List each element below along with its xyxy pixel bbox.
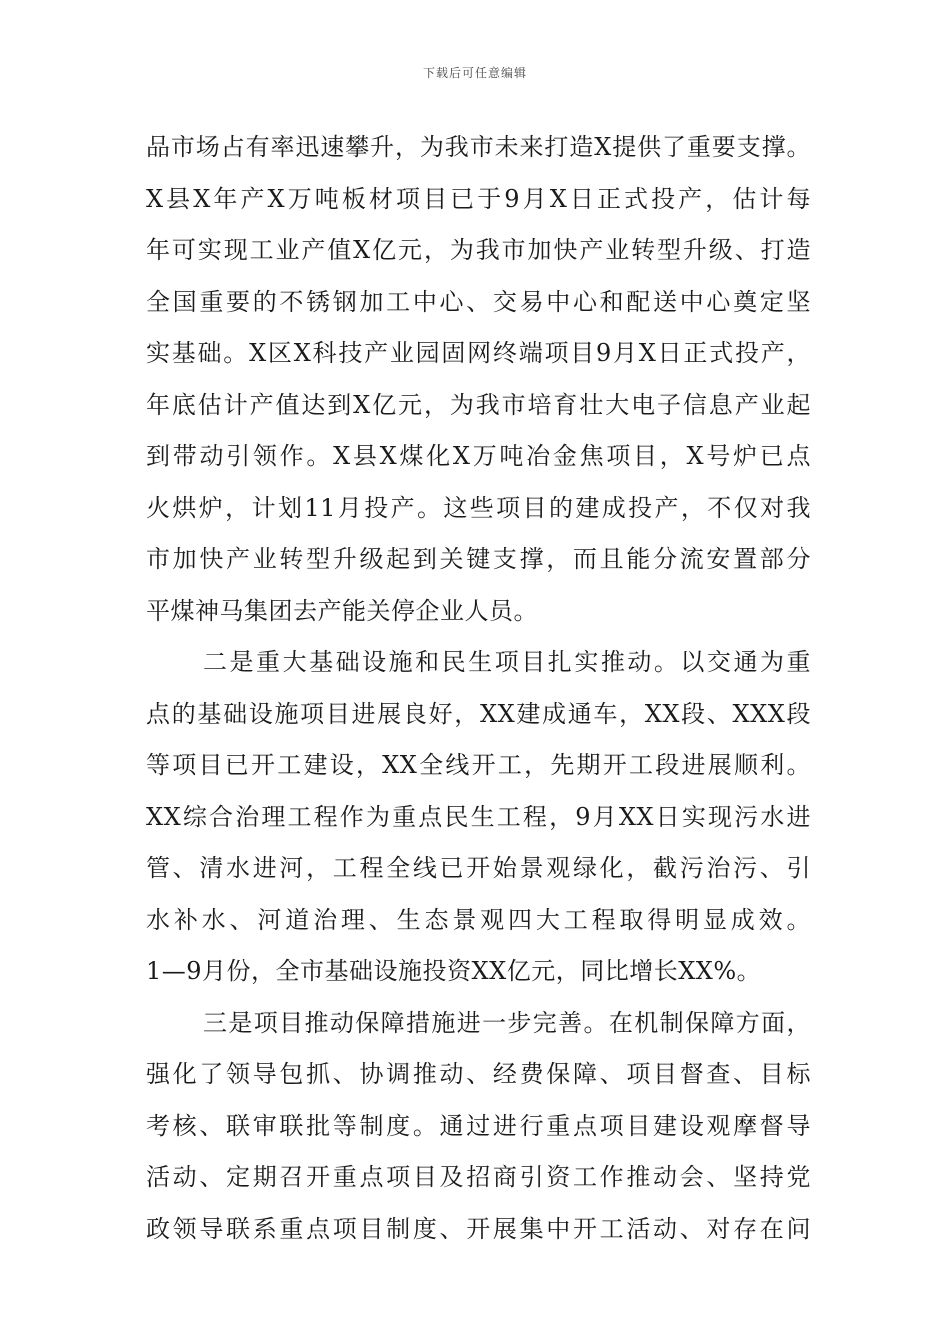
text-line: 1—9月份，全市基础设施投资XX亿元，同比增长XX%。 <box>146 957 762 985</box>
document-body <box>146 122 811 1255</box>
text-line: 政领导联系重点项目制度、开展集中开工活动、对存在问 <box>146 1214 811 1243</box>
text-line: XX综合治理工程作为重点民生工程，9月XX日实现污水进 <box>146 802 811 831</box>
text-line: 平煤神马集团去产能关停企业人员。 <box>146 596 538 625</box>
paragraph-3 <box>146 998 811 1256</box>
page-header: 下载后可任意编辑 <box>422 66 527 80</box>
paragraph-1 <box>146 122 811 637</box>
text-line: 水补水、河道治理、生态景观四大工程取得明显成效。 <box>146 905 811 934</box>
text-line: 年可实现工业产值X亿元，为我市加快产业转型升级、打造 <box>146 236 811 264</box>
paragraph-2 <box>146 637 811 998</box>
text-line: 品市场占有率迅速攀升，为我市未来打造X提供了重要支撑。 <box>146 133 811 161</box>
text-line: 等项目已开工建设，XX全线开工，先期开工段进展顺利。 <box>146 751 811 779</box>
text-line: 年底估计产值达到X亿元，为我市培育壮大电子信息产业起 <box>146 390 811 419</box>
text-line: 实基础。X区X科技产业园固网终端项目9月X日正式投产， <box>146 339 811 367</box>
text-line: 强化了领导包抓、协调推动、经费保障、项目督查、目标 <box>146 1060 811 1088</box>
text-line: X县X年产X万吨板材项目已于9月X日正式投产，估计每 <box>146 184 811 213</box>
text-line: 二是重大基础设施和民生项目扎实推动。以交通为重 <box>203 648 811 676</box>
text-line: 火烘炉，计划11月投产。这些项目的建成投产，不仅对我 <box>146 493 811 522</box>
text-line: 管、清水进河，工程全线已开始景观绿化，截污治污、引 <box>146 854 811 882</box>
text-line: 到带动引领作。X县X煤化X万吨冶金焦项目，X号炉已点 <box>146 442 811 470</box>
text-line: 考核、联审联批等制度。通过进行重点项目建设观摩督导 <box>146 1111 811 1140</box>
text-line: 活动、定期召开重点项目及招商引资工作推动会、坚持党 <box>146 1163 811 1191</box>
text-line: 全国重要的不锈钢加工中心、交易中心和配送中心奠定坚 <box>146 287 811 316</box>
text-line: 市加快产业转型升级起到关键支撑，而且能分流安置部分 <box>146 545 811 573</box>
text-line: 点的基础设施项目进展良好，XX建成通车，XX段、XXX段 <box>146 699 811 728</box>
text-line: 三是项目推动保障措施进一步完善。在机制保障方面， <box>203 1008 811 1037</box>
